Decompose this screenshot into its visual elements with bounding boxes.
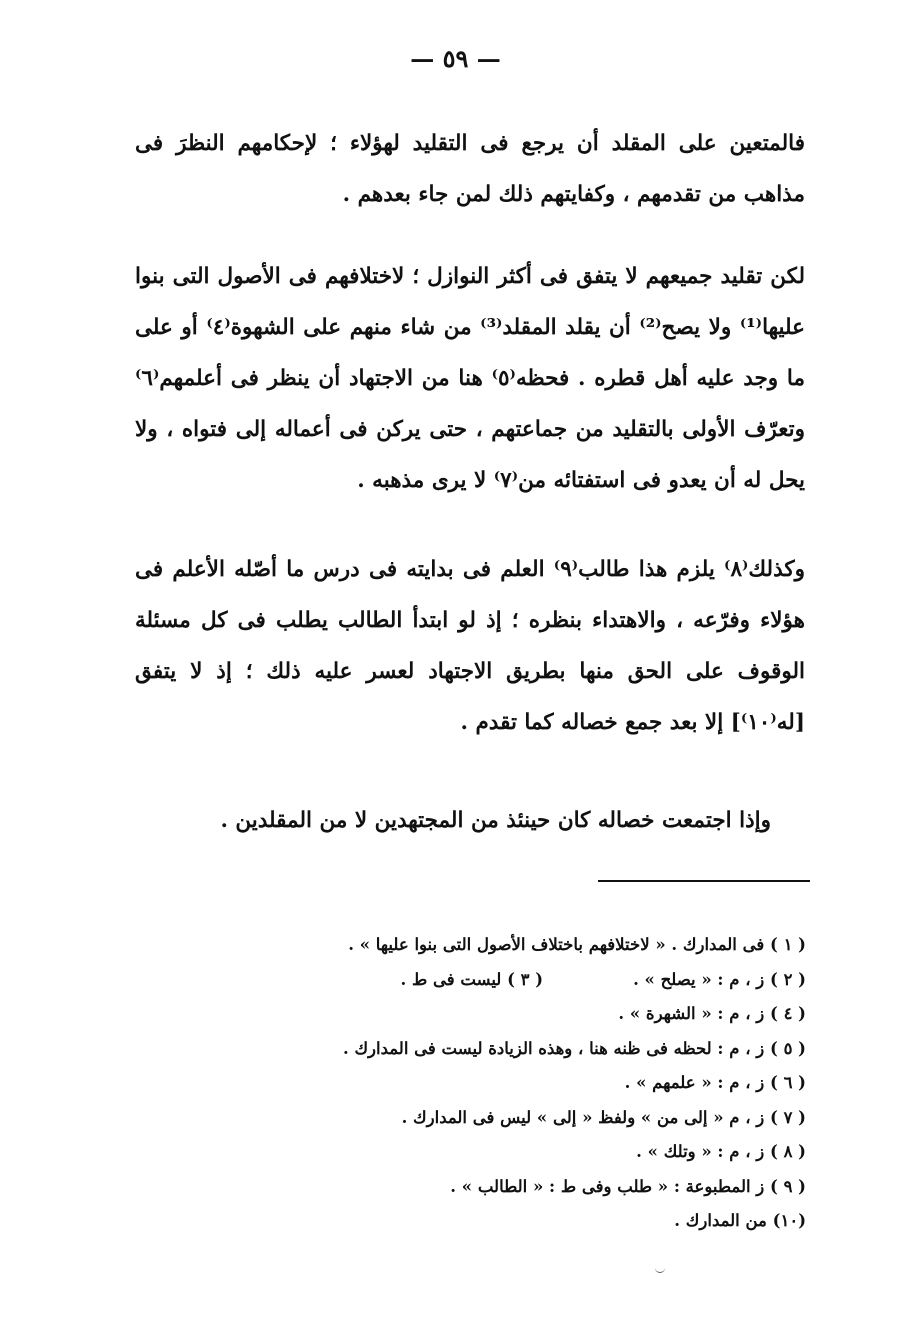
footnote-2: ( ٢ ) ز ، م : « يصلح » . [633,969,806,989]
footnote-7: ( ٧ ) ز ، م « إلى من » ولفظ « إلى » ليس فى المدارك . [401,1107,806,1127]
footnote-10: (١٠) من المدارك . [674,1211,806,1230]
paragraph-2-text: لكن تقليد جميعهم لا يتفق فى أكثر النوازل ؛ لاختلافهم فى الأصول التى بنوا عليها⁽¹⁾ ولا يصح⁽²⁾ أن يقلد المقلد⁽³⁾ من شاء منهم على الشهوة⁽٤⁾ أو على ما وجد عليه أهل قطره . فحظه⁽٥⁾ هنا من الاجتهاد أن ينظر فى أعلمهم⁽٦⁾ وتعرّف الأولى بالتقليد من جماعتهم ، حتى يركن فى أعماله إلى فتواه ، ولا يحل له أن يعدو فى استفتائه من⁽٧⁾ لا يرى مذهبه . [135,264,806,493]
paragraph-4 [211,795,771,846]
paragraph-3-text: وكذلك⁽٨⁾ يلزم هذا طالب⁽٩⁾ العلم فى بدايته فى درس ما أصّله الأعلم فى هؤلاء وفرّعه ، والاهتداء بنظره ؛ إذ لو ابتدأ الطالب يطلب فى كل مسئلة الوقوف على الحق منها بطريق الاجتهاد لعسر عليه ذلك ؛ إذ لا يتفق [له⁽١٠⁾] إلا بعد جمع خصاله كما تقدم . [135,557,806,735]
footnotes [186,928,806,1239]
footnote-9: ( ٩ ) ز المطبوعة : « طلب وفى ط : « الطالب » . [450,1176,806,1196]
paragraph-4-text: وإذا اجتمعت خصاله كان حينئذ من المجتهدين لا من المقلدين . [220,808,771,833]
footnote-5: ( ٥ ) ز ، م : لحظه فى ظنه هنا ، وهذه الزيادة ليست فى المدارك . [342,1038,806,1058]
footnote-6: ( ٦ ) ز ، م : « علمهم » . [624,1073,806,1092]
footnote-divider [598,880,810,882]
scan-speck [655,1268,665,1273]
footnote-4: ( ٤ ) ز ، م : « الشهرة » . [618,1004,806,1023]
paragraph-1 [135,118,805,220]
footnote-row-2-3 [186,963,806,998]
footnote-3: ( ٣ ) ليست فى ط . [400,969,544,989]
paragraph-1-text: فالمتعين على المقلد أن يرجع فى التقليد لهؤلاء ؛ لإحكامهم النظرَ فى مذاهب من تقدمهم ، وكفايتهم ذلك لمن جاء بعدهم . [135,131,805,207]
paragraph-3 [135,544,805,748]
footnote-8: ( ٨ ) ز ، م : « وتلك » . [636,1142,806,1161]
paragraph-2 [135,251,805,506]
page-number: — ٥٩ — [410,44,501,73]
footnote-1: ( ١ ) فى المدارك . « لاختلافهم باختلاف الأصول التى بنوا عليها » . [348,935,806,954]
